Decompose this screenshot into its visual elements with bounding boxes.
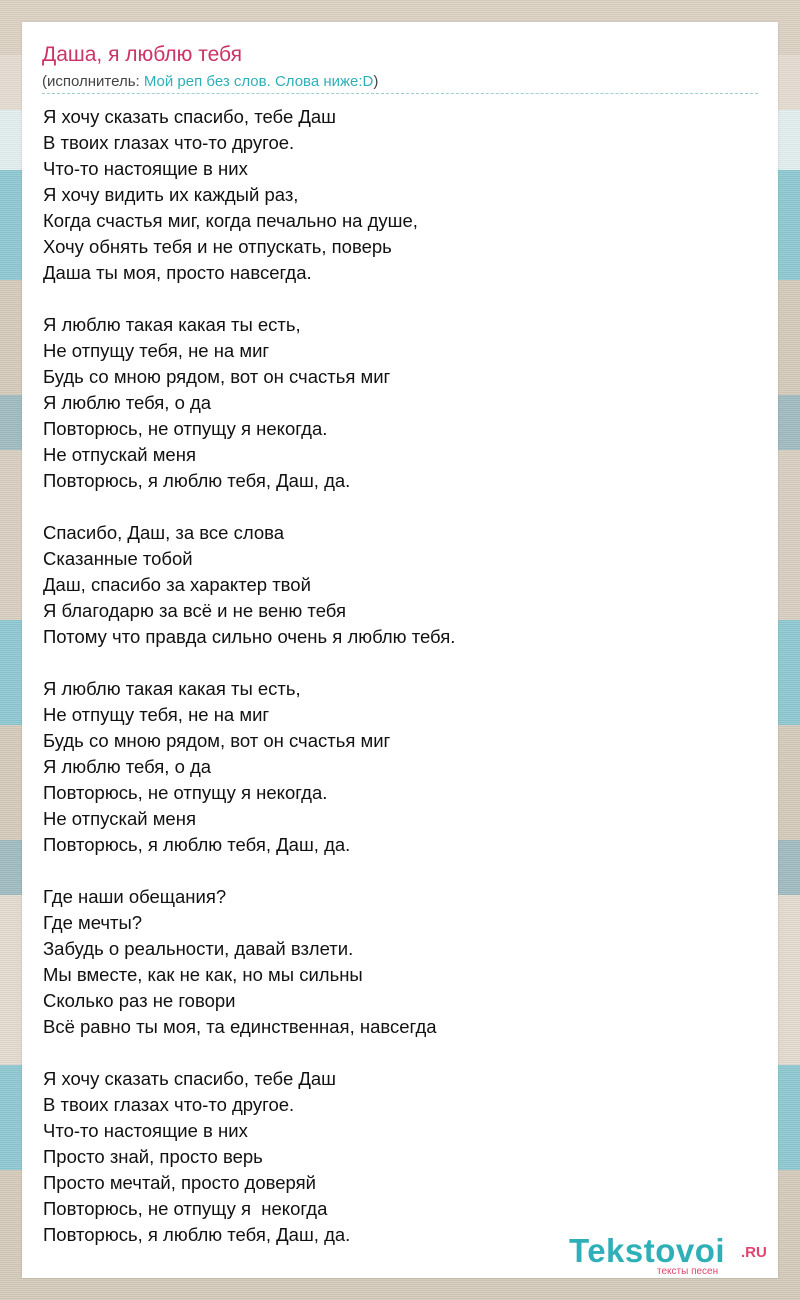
logo-brand: Tekstovoi: [569, 1232, 726, 1269]
lyric-line: Повторюсь, не отпущу я некогда.: [43, 782, 328, 803]
lyric-line: Я люблю такая какая ты есть,: [43, 678, 301, 699]
lyric-line: В твоих глазах что-то другое.: [43, 1094, 295, 1115]
lyric-line: Повторюсь, я люблю тебя, Даш, да.: [43, 1224, 351, 1245]
lyric-line: Когда счастья миг, когда печально на душе,: [43, 210, 418, 231]
lyric-line: Сколько раз не говори: [43, 990, 236, 1011]
lyric-line: Повторюсь, не отпущу я некогда: [43, 1198, 328, 1219]
lyric-line: Где мечты?: [43, 912, 143, 933]
lyric-line: Я люблю такая какая ты есть,: [43, 314, 301, 335]
artist-link[interactable]: Мой реп без слов. Слова ниже:D: [143, 73, 374, 90]
lyric-line: Не отпущу тебя, не на миг: [43, 704, 270, 725]
lyric-line: В твоих глазах что-то другое.: [43, 132, 295, 153]
site-logo[interactable]: [569, 1233, 779, 1277]
lyric-line: Забудь о реальности, давай взлети.: [43, 938, 354, 959]
lyric-line: Повторюсь, не отпущу я некогда.: [43, 418, 328, 439]
lyrics-card: [22, 22, 778, 1278]
artist-line: [42, 73, 378, 91]
lyric-line: Не отпускай меня: [43, 444, 196, 465]
lyric-line: Повторюсь, я люблю тебя, Даш, да.: [43, 470, 351, 491]
lyric-line: Что-то настоящие в них: [43, 158, 248, 179]
stanza-gap: [43, 494, 743, 520]
lyric-line: Будь со мною рядом, вот он счастья миг: [43, 366, 391, 387]
lyric-line: Что-то настоящие в них: [43, 1120, 248, 1141]
lyric-line: Просто знай, просто верь: [43, 1146, 263, 1167]
lyric-line: Повторюсь, я люблю тебя, Даш, да.: [43, 834, 351, 855]
song-title: Даша, я люблю тебя: [42, 43, 242, 66]
lyric-line: Потому что правда сильно очень я люблю тебя.: [43, 626, 456, 647]
lyric-line: Не отпущу тебя, не на миг: [43, 340, 270, 361]
lyric-line: Мы вместе, как не как, но мы сильны: [43, 964, 363, 985]
logo-tagline: тексты песен: [657, 1266, 719, 1277]
lyric-line: Будь со мною рядом, вот он счастья миг: [43, 730, 391, 751]
lyric-line: Я хочу сказать спасибо, тебе Даш: [43, 106, 337, 127]
lyric-line: Где наши обещания?: [43, 886, 227, 907]
lyric-line: Я хочу видить их каждый раз,: [43, 184, 299, 205]
lyric-line: Спасибо, Даш, за все слова: [43, 522, 285, 543]
stanza-gap: [43, 1040, 743, 1066]
lyric-line: Просто мечтай, просто доверяй: [43, 1172, 316, 1193]
logo-domain: .RU: [741, 1244, 767, 1261]
title-divider: [42, 93, 758, 94]
lyric-line: Сказанные тобой: [43, 548, 193, 569]
lyrics-body: [43, 104, 743, 1248]
lyric-line: Даш, спасибо за характер твой: [43, 574, 311, 595]
stanza-gap: [43, 858, 743, 884]
artist-suffix: ): [373, 73, 379, 90]
lyric-line: Я благодарю за всё и не веню тебя: [43, 600, 346, 621]
lyric-line: Я хочу сказать спасибо, тебе Даш: [43, 1068, 337, 1089]
lyric-line: Хочу обнять тебя и не отпускать, поверь: [43, 236, 392, 257]
stanza-gap: [43, 650, 743, 676]
lyric-line: Я люблю тебя, о да: [43, 392, 212, 413]
lyric-line: Даша ты моя, просто навсегда.: [43, 262, 312, 283]
lyric-line: Я люблю тебя, о да: [43, 756, 212, 777]
lyric-line: Не отпускай меня: [43, 808, 196, 829]
lyric-line: Всё равно ты моя, та единственная, навсегда: [43, 1016, 437, 1037]
artist-prefix: (исполнитель:: [42, 73, 144, 90]
stanza-gap: [43, 286, 743, 312]
